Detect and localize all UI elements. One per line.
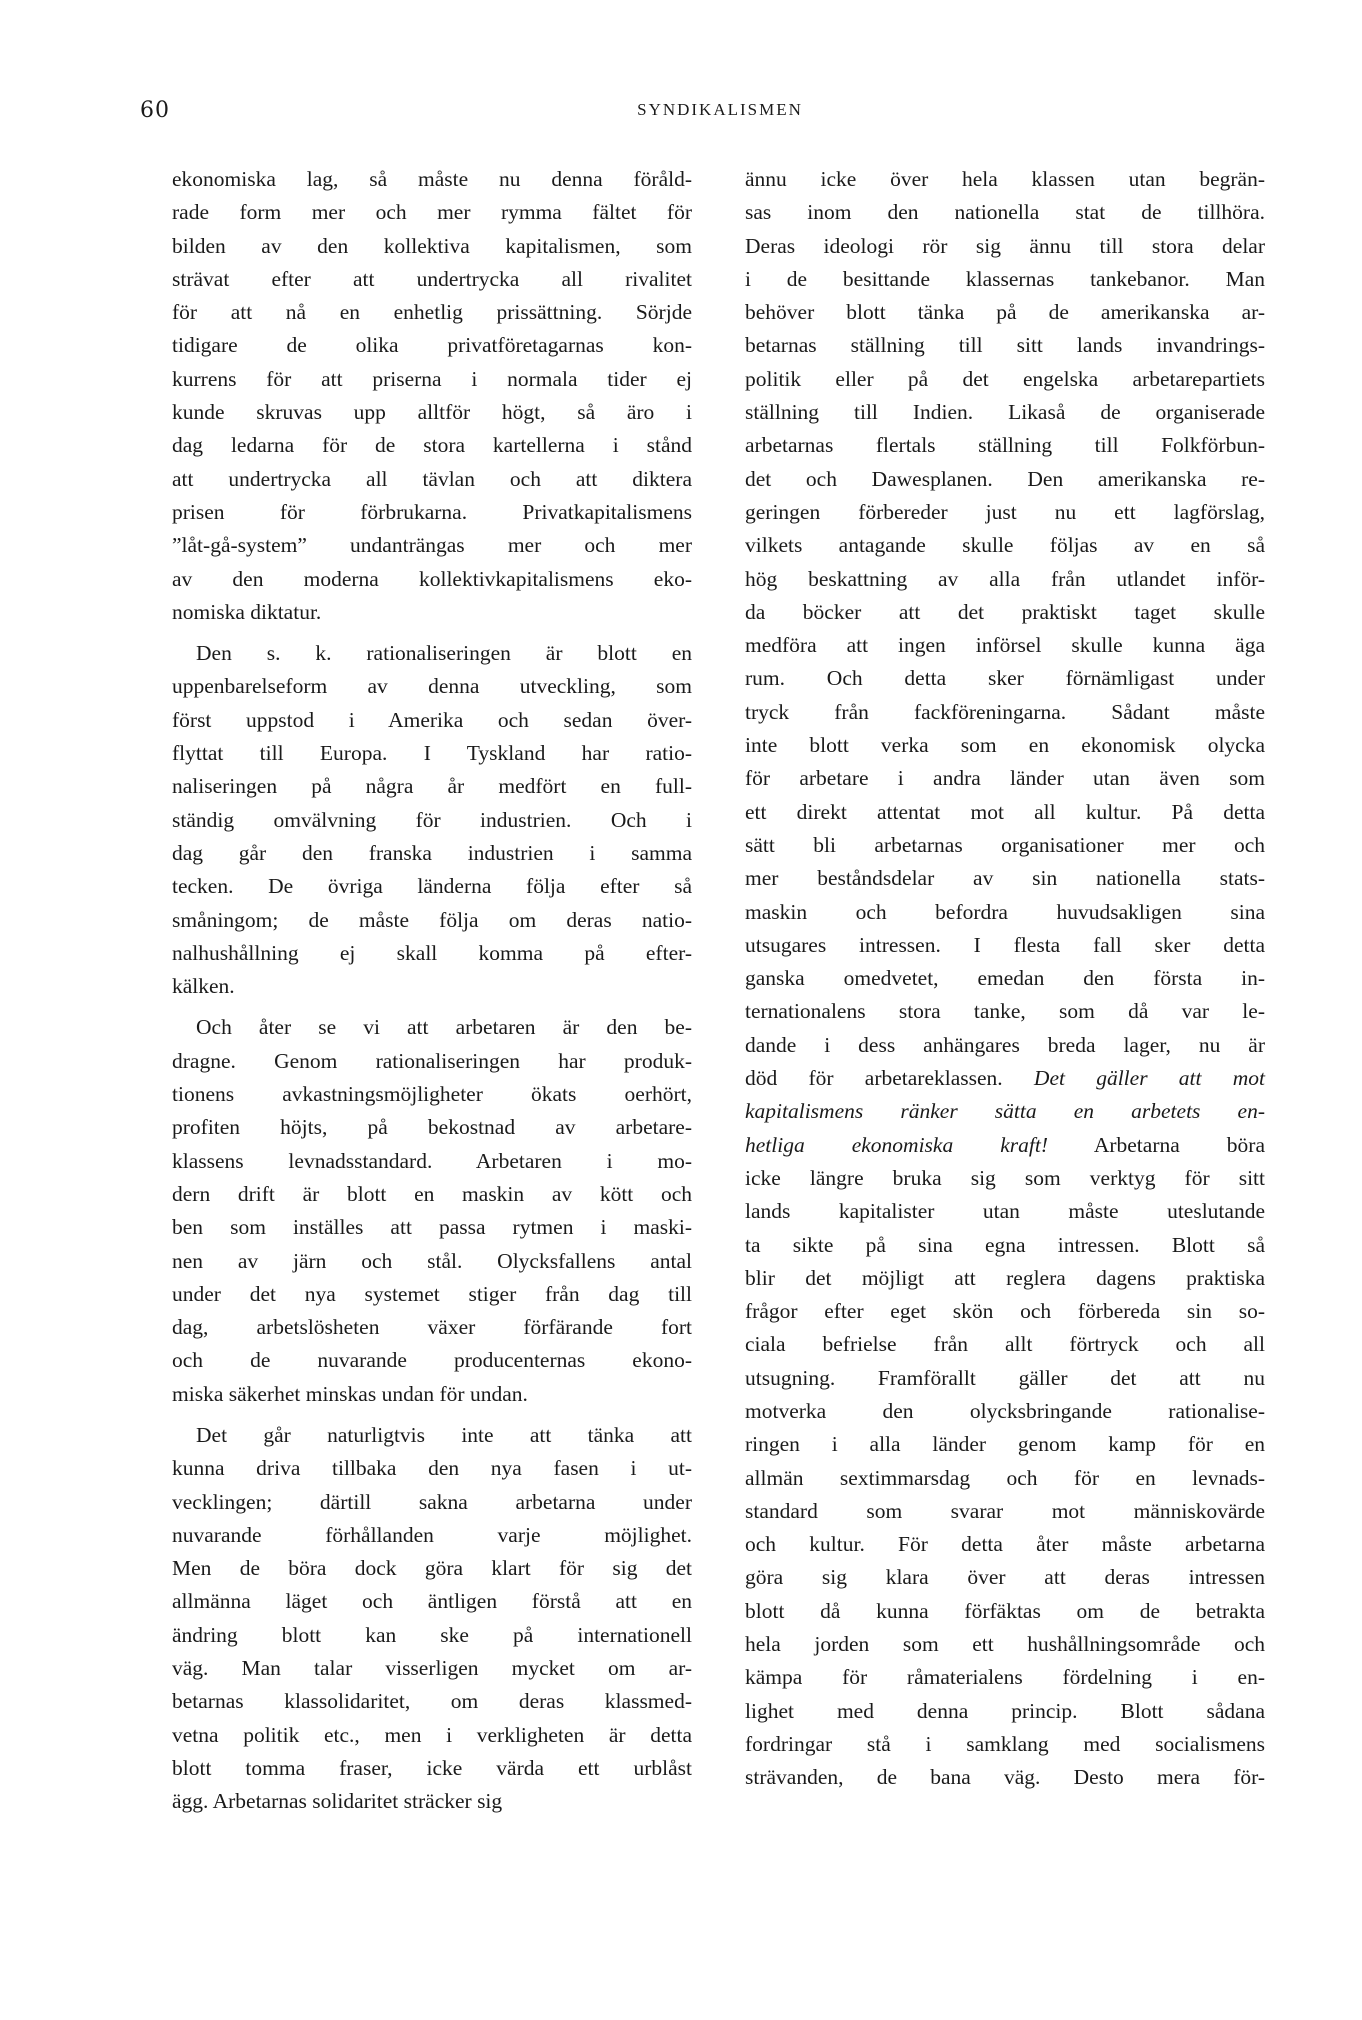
text-line: rade form mer och mer rymma fältet för bbox=[172, 200, 692, 225]
text-line: allmänna läget och äntligen förstå att en bbox=[172, 1589, 692, 1614]
text-line: dande i dess anhängares breda lager, nu är bbox=[745, 1032, 1265, 1057]
text-line: ekonomiska lag, så måste nu denna föråld- bbox=[172, 167, 692, 191]
text-line: politik eller på det engelska arbetarepartiets bbox=[745, 366, 1265, 391]
text-line: blott då kunna förfäktas om de betrakta bbox=[745, 1598, 1265, 1623]
text-line: sas inom den nationella stat de tillhöra. bbox=[745, 200, 1265, 225]
text-line: vecklingen; därtill sakna arbetarna under bbox=[172, 1489, 692, 1514]
text-line: göra sig klara över att deras intressen bbox=[745, 1565, 1265, 1590]
text-line: prisen för förbrukarna. Privatkapitalismens bbox=[172, 499, 692, 524]
text-line: klassens levnadsstandard. Arbetaren i mo- bbox=[172, 1148, 692, 1173]
text-line: dern drift är blott en maskin av kött och bbox=[172, 1181, 692, 1206]
text-line: för att nå en enhetlig prissättning. Sörjde bbox=[172, 300, 692, 325]
text-line: ett direkt attentat mot all kultur. På detta bbox=[745, 799, 1265, 824]
text-line: icke längre bruka sig som verktyg för sitt bbox=[745, 1165, 1265, 1190]
text-line: ”låt-gå-system” undanträngas mer och mer bbox=[172, 533, 692, 558]
text-line: vetna politik etc., men i verkligheten är detta bbox=[172, 1722, 692, 1747]
running-title: SYNDIKALISMEN bbox=[637, 100, 803, 119]
page-number: 60 bbox=[140, 98, 170, 123]
text-line: ganska omedvetet, emedan den första in- bbox=[745, 966, 1265, 991]
text-run: Arbetarna böra bbox=[1048, 1132, 1265, 1157]
text-line: utsugning. Framförallt gäller det att nu bbox=[745, 1365, 1265, 1390]
text-line: Det går naturligtvis inte att tänka att bbox=[196, 1422, 692, 1447]
text-line: dag går den franska industrien i samma bbox=[172, 840, 692, 865]
text-line: väg. Man talar visserligen mycket om ar- bbox=[172, 1656, 692, 1681]
text-line: av den moderna kollektivkapitalismens eko- bbox=[172, 566, 692, 591]
text-line: ställning till Indien. Likaså de organiserade bbox=[745, 400, 1265, 425]
text-line: mer beståndsdelar av sin nationella stats- bbox=[745, 866, 1265, 891]
text-line: dag, arbetslösheten växer förfärande fort bbox=[172, 1315, 692, 1340]
text-line: medföra att ingen införsel skulle kunna äga bbox=[745, 633, 1265, 658]
text-line: ternationalens stora tanke, som då var le- bbox=[745, 999, 1265, 1024]
text-line: ringen i alla länder genom kamp för en bbox=[745, 1432, 1265, 1457]
text-line: flyttat till Europa. I Tyskland har ratio- bbox=[172, 741, 692, 766]
text-line: ännu icke över hela klassen utan begrän- bbox=[745, 167, 1265, 191]
text-line bbox=[745, 1062, 1265, 1095]
text-line: ständig omvälvning för industrien. Och i bbox=[172, 807, 692, 832]
paragraph-gap bbox=[172, 1003, 692, 1011]
text-line: behöver blott tänka på de amerikanska ar- bbox=[745, 300, 1265, 325]
text-line: strävat efter att undertrycka all rivalitet bbox=[172, 266, 692, 291]
text-line: nomiska diktatur. bbox=[172, 599, 322, 624]
text-line: ta sikte på sina egna intressen. Blott så bbox=[745, 1232, 1265, 1257]
text-line: sätt bli arbetarnas organisationer mer och bbox=[745, 832, 1265, 857]
text-line: att undertrycka all tävlan och att diktera bbox=[172, 466, 692, 491]
text-line: och de nuvarande producenternas ekono- bbox=[172, 1348, 692, 1373]
text-line: småningom; de måste följa om deras natio- bbox=[172, 907, 692, 932]
text-line: frågor efter eget skön och förbereda sin so- bbox=[745, 1299, 1265, 1324]
text-line: strävanden, de bana väg. Desto mera för- bbox=[745, 1765, 1265, 1790]
text-line: tidigare de olika privatföretagarnas kon- bbox=[172, 333, 692, 358]
text-line: tecken. De övriga länderna följa efter så bbox=[172, 874, 692, 899]
text-line: och kultur. För detta åter måste arbetarna bbox=[745, 1532, 1265, 1557]
text-line: ciala befrielse från allt förtryck och all bbox=[745, 1332, 1265, 1357]
text-line bbox=[745, 1129, 1265, 1162]
text-line: uppenbarelseform av denna utveckling, som bbox=[172, 674, 692, 699]
text-line: tionens avkastningsmöjligheter ökats oerhört, bbox=[172, 1082, 692, 1107]
left-text-column bbox=[172, 163, 692, 1819]
text-line: utsugares intressen. I flesta fall sker detta bbox=[745, 932, 1265, 957]
text-line: ben som inställes att passa rytmen i maski- bbox=[172, 1215, 692, 1240]
text-line: lands kapitalister utan måste uteslutande bbox=[745, 1199, 1265, 1224]
right-text-column bbox=[745, 163, 1265, 1795]
text-line: geringen förbereder just nu ett lagförslag, bbox=[745, 499, 1265, 524]
text-line: det och Dawesplanen. Den amerikanska re- bbox=[745, 466, 1265, 491]
text-line: Men de böra dock göra klart för sig det bbox=[172, 1556, 692, 1581]
text-line: miska säkerhet minskas undan för undan. bbox=[172, 1381, 528, 1406]
text-run: död för arbetareklassen. bbox=[745, 1066, 1034, 1091]
text-line: hög beskattning av alla från utlandet inför- bbox=[745, 566, 1265, 591]
text-line: motverka den olycksbringande rationalise- bbox=[745, 1398, 1265, 1423]
text-line: ägg. Arbetarnas solidaritet sträcker sig bbox=[172, 1789, 503, 1814]
text-line: profiten höjts, på bekostnad av arbetare- bbox=[172, 1115, 692, 1140]
text-line: vilkets antagande skulle följas av en så bbox=[745, 533, 1265, 558]
paragraph-gap bbox=[172, 1411, 692, 1419]
text-line: nuvarande förhållanden varje möjlighet. bbox=[172, 1522, 692, 1547]
text-line: arbetarnas flertals ställning till Folkförbun- bbox=[745, 433, 1265, 458]
text-line bbox=[745, 1095, 1265, 1128]
text-line: dag ledarna för de stora kartellerna i stånd bbox=[172, 433, 692, 458]
text-line: standard som svarar mot människovärde bbox=[745, 1498, 1265, 1523]
text-line: blott tomma fraser, icke värda ett urblåst bbox=[172, 1755, 692, 1780]
text-line: kurrens för att priserna i normala tider ej bbox=[172, 366, 692, 391]
text-line: maskin och befordra huvudsakligen sina bbox=[745, 899, 1265, 924]
paragraph-gap bbox=[172, 629, 692, 637]
text-line: blir det möjligt att reglera dagens praktiska bbox=[745, 1265, 1265, 1290]
text-line: först uppstod i Amerika och sedan över- bbox=[172, 707, 692, 732]
emphasis-text: Det gäller att mot bbox=[1033, 1066, 1265, 1091]
text-line: betarnas ställning till sitt lands invandrings- bbox=[745, 333, 1265, 358]
text-line: tryck från fackföreningarna. Sådant måste bbox=[745, 699, 1265, 724]
text-line: inte blott verka som en ekonomisk olycka bbox=[745, 733, 1265, 758]
text-line: Deras ideologi rör sig ännu till stora delar bbox=[745, 233, 1265, 258]
text-line: betarnas klassolidaritet, om deras klassmed- bbox=[172, 1689, 692, 1714]
text-line: naliseringen på några år medfört en full- bbox=[172, 774, 692, 799]
text-line: hela jorden som ett hushållningsområde och bbox=[745, 1632, 1265, 1657]
text-line: nen av järn och stål. Olycksfallens antal bbox=[172, 1248, 692, 1273]
emphasis-text: hetliga ekonomiska kraft! bbox=[745, 1132, 1048, 1157]
text-line: lighet med denna princip. Blott sådana bbox=[745, 1698, 1265, 1723]
emphasis-text: kapitalismens ränker sätta en arbetets en- bbox=[745, 1099, 1265, 1124]
text-line: kunna driva tillbaka den nya fasen i ut- bbox=[172, 1456, 692, 1481]
text-line: fordringar stå i samklang med socialismens bbox=[745, 1731, 1265, 1756]
text-line: dragne. Genom rationaliseringen har produk- bbox=[172, 1048, 692, 1073]
text-line: Den s. k. rationaliseringen är blott en bbox=[196, 641, 692, 666]
text-line: i de besittande klassernas tankebanor. Man bbox=[745, 266, 1265, 291]
text-line: bilden av den kollektiva kapitalismen, som bbox=[172, 233, 692, 258]
text-line: ändring blott kan ske på internationell bbox=[172, 1622, 692, 1647]
text-line: rum. Och detta sker förnämligast under bbox=[745, 666, 1265, 691]
text-line: kämpa för råmaterialens fördelning i en- bbox=[745, 1665, 1265, 1690]
running-head bbox=[140, 98, 1300, 128]
text-line: nalhushållning ej skall komma på efter- bbox=[172, 940, 692, 965]
text-line: Och åter se vi att arbetaren är den be- bbox=[196, 1015, 692, 1040]
text-line: under det nya systemet stiger från dag till bbox=[172, 1281, 692, 1306]
text-line: för arbetare i andra länder utan även som bbox=[745, 766, 1265, 791]
text-line: kunde skruvas upp alltför högt, så äro i bbox=[172, 400, 692, 425]
text-line: kälken. bbox=[172, 974, 235, 999]
text-line: da böcker att det praktiskt taget skulle bbox=[745, 599, 1265, 624]
text-line: allmän sextimmarsdag och för en levnads- bbox=[745, 1465, 1265, 1490]
